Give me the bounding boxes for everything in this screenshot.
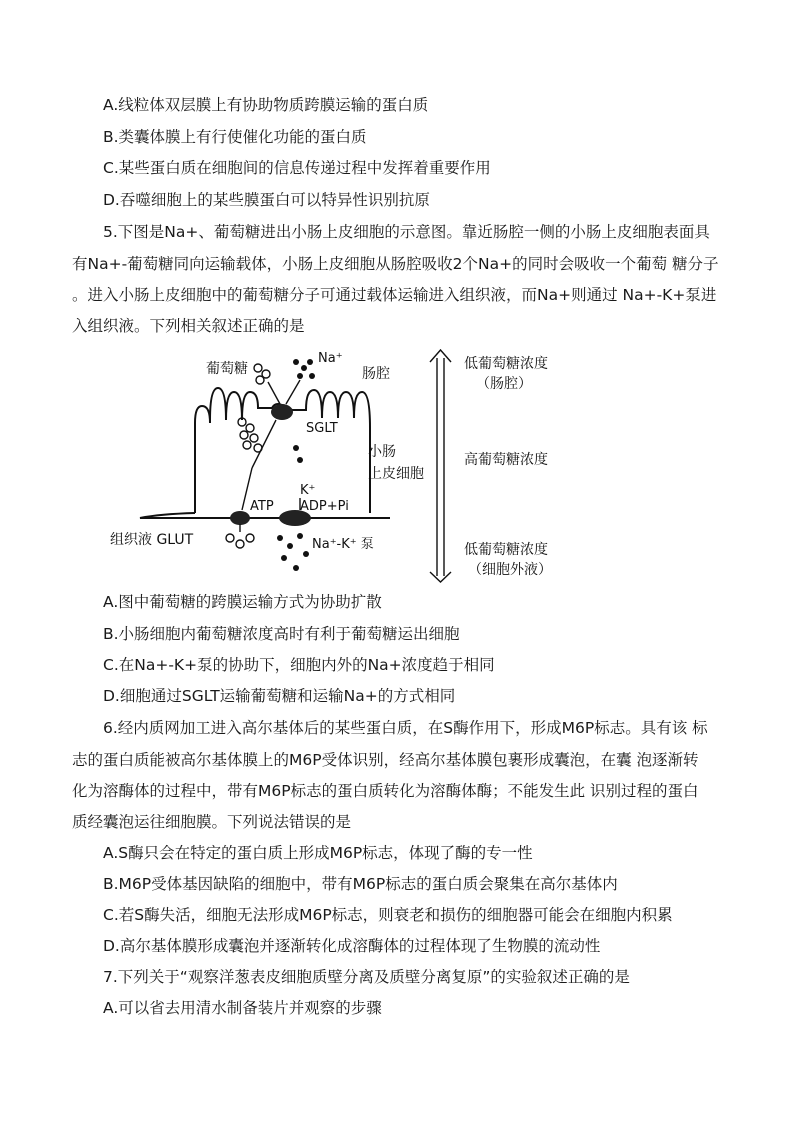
glut-carrier bbox=[230, 511, 250, 525]
label-low-bot-1: 低葡萄糖浓度 bbox=[464, 542, 548, 558]
label-tissue-glut: 组织液 GLUT bbox=[110, 532, 194, 548]
concentration-arrow bbox=[430, 350, 451, 582]
q5-stem-line-4: 入组织液。下列相关叙述正确的是 bbox=[72, 317, 305, 335]
label-sglt: SGLT bbox=[306, 421, 338, 436]
label-cell-2: 上皮细胞 bbox=[368, 466, 424, 482]
q6-option-a: A.S酶只会在特定的蛋白质上形成M6P标志，体现了酶的专一性 bbox=[103, 844, 533, 862]
q7-stem: 7.下列关于“观察洋葱表皮细胞质壁分离及质壁分离复原”的实验叙述正确的是 bbox=[103, 968, 630, 986]
q5-option-a: A.图中葡萄糖的跨膜运输方式为协助扩散 bbox=[103, 593, 382, 611]
q6-stem-line-2: 志的蛋白质能被高尔基体膜上的M6P受体识别，经高尔基体膜包裹形成囊泡，在囊 泡逐渐转 bbox=[72, 751, 699, 769]
label-glucose: 葡萄糖 bbox=[206, 361, 248, 377]
q6-stem-line-1: 6.经内质网加工进入高尔基体后的某些蛋白质，在S酶作用下，形成M6P标志。具有该 标 bbox=[103, 719, 708, 737]
label-k: K⁺ bbox=[300, 483, 316, 498]
label-low-top-1: 低葡萄糖浓度 bbox=[464, 356, 548, 372]
label-na: Na⁺ bbox=[318, 351, 343, 366]
sodium-ions bbox=[277, 359, 315, 571]
q5-option-b: B.小肠细胞内葡萄糖浓度高时有利于葡萄糖运出细胞 bbox=[103, 625, 460, 643]
q4-option-a: A.线粒体双层膜上有协助物质跨膜运输的蛋白质 bbox=[103, 96, 429, 114]
label-low-bot-2: （细胞外液） bbox=[468, 562, 552, 578]
label-high-mid: 高葡萄糖浓度 bbox=[464, 452, 548, 468]
q6-option-c: C.若S酶失活，细胞无法形成M6P标志，则衰老和损伤的细胞器可能会在细胞内积累 bbox=[103, 906, 673, 924]
q7-option-a: A.可以省去用清水制备装片并观察的步骤 bbox=[103, 999, 382, 1017]
q5-figure bbox=[100, 348, 580, 583]
q6-stem-line-3: 化为溶酶体的过程中，带有M6P标志的蛋白质转化为溶酶体酶；不能发生此 识别过程的蛋白 bbox=[72, 782, 699, 800]
label-adp: ADP+Pi bbox=[300, 499, 349, 514]
q6-option-b: B.M6P受体基因缺陷的细胞中，带有M6P标志的蛋白质会聚集在高尔基体内 bbox=[103, 875, 618, 893]
sglt-carrier bbox=[271, 404, 293, 420]
q6-stem-line-4: 质经囊泡运往细胞膜。下列说法错误的是 bbox=[72, 813, 352, 831]
q5-stem-line-3: 。进入小肠上皮细胞中的葡萄糖分子可通过载体运输进入组织液，而Na+则通过 Na+-K+泵进 bbox=[72, 286, 717, 304]
label-low-top-2: （肠腔） bbox=[476, 376, 532, 392]
q5-stem-line-1: 5.下图是Na+、葡萄糖进出小肠上皮细胞的示意图。靠近肠腔一侧的小肠上皮细胞表面具 bbox=[103, 223, 710, 241]
q6-option-d: D.高尔基体膜形成囊泡并逐渐转化成溶酶体的过程体现了生物膜的流动性 bbox=[103, 937, 601, 955]
q4-option-c: C.某些蛋白质在细胞间的信息传递过程中发挥着重要作用 bbox=[103, 159, 491, 177]
label-pump: Na⁺-K⁺ 泵 bbox=[312, 537, 374, 552]
q5-stem-line-2: 有Na+-葡萄糖同向运输载体，小肠上皮细胞从肠腔吸收2个Na+的同时会吸收一个葡萄 糖分子 bbox=[72, 255, 719, 273]
q4-option-d: D.吞噬细胞上的某些膜蛋白可以特异性识别抗原 bbox=[103, 191, 430, 209]
q4-option-b: B.类囊体膜上有行使催化功能的蛋白质 bbox=[103, 128, 367, 146]
q5-option-d: D.细胞通过SGLT运输葡萄糖和运输Na+的方式相同 bbox=[103, 687, 456, 705]
q5-option-c: C.在Na+-K+泵的协助下，细胞内外的Na+浓度趋于相同 bbox=[103, 656, 495, 674]
label-cell-1: 小肠 bbox=[368, 444, 396, 460]
label-lumen: 肠腔 bbox=[362, 366, 390, 382]
label-atp: ATP bbox=[250, 499, 274, 514]
